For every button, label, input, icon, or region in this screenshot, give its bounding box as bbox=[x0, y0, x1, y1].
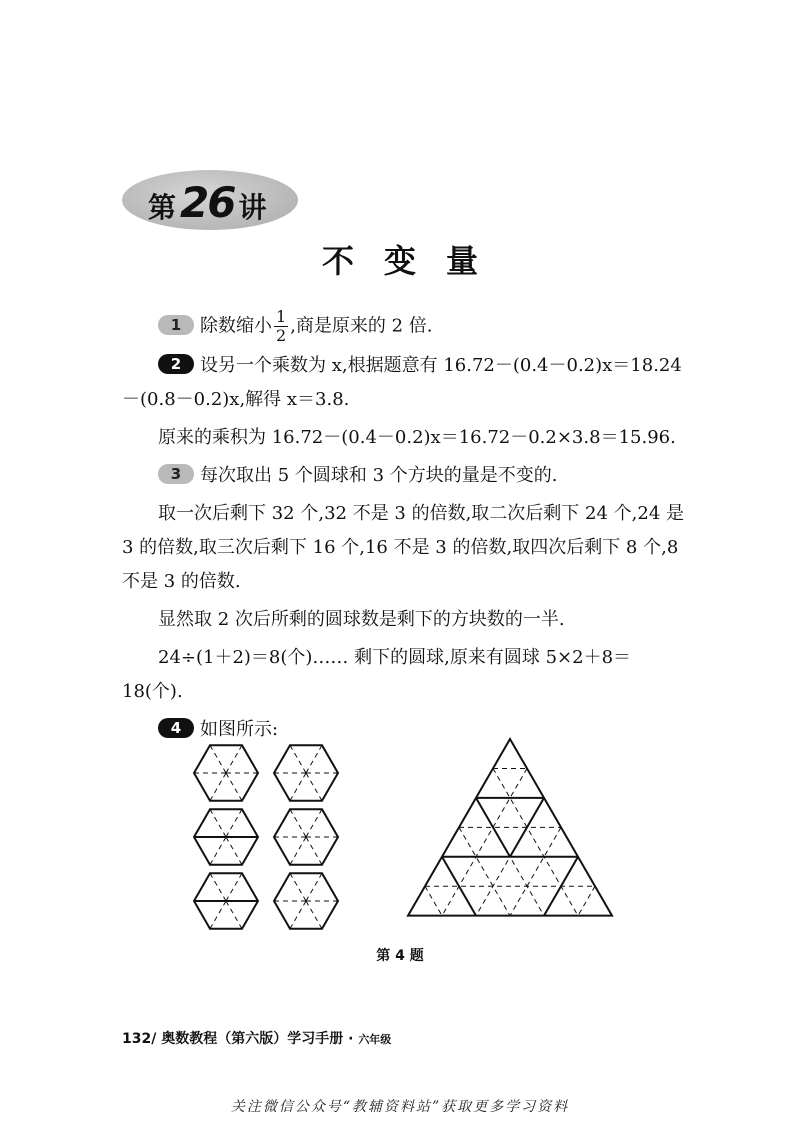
hexagon-cut-line bbox=[290, 745, 306, 773]
chapter-prefix: 第 bbox=[148, 191, 177, 224]
chapter-badge-text bbox=[148, 178, 266, 227]
solution-1-text-b: ,商是原来的 2 倍. bbox=[290, 315, 433, 337]
hexagon-cut-line bbox=[210, 773, 226, 801]
solution-2-line-1: 设另一个乘数为 x,根据题意有 16.72－(0.4－0.2)x＝18.24－(0.8－0.2)x,解得 x＝3.8. bbox=[122, 355, 682, 410]
solution-3-para-3 bbox=[122, 603, 690, 637]
solution-3-line-2: 取一次后剩下 32 个,32 不是 3 的倍数,取二次后剩下 24 个,24 是 3 的倍数,取三次后剩下 16 个,16 不是 3 的倍数,取四次后剩下 8 个,8 不是 3 的倍数. bbox=[122, 503, 685, 592]
footer-slash: / bbox=[151, 1031, 162, 1047]
fraction-one-half bbox=[274, 308, 288, 345]
hexagon-cut-line bbox=[306, 901, 322, 929]
hexagon-cut-line bbox=[226, 873, 242, 901]
hexagon-cut-line bbox=[290, 901, 306, 929]
footer-dot: · bbox=[348, 1031, 354, 1047]
hexagon-cut-line bbox=[306, 809, 322, 837]
hexagon-cut-line bbox=[306, 837, 322, 865]
watermark: 关注微信公众号“教辅资料站”获取更多学习资料 bbox=[230, 1099, 570, 1115]
solution-3-line-1: 每次取出 5 个圆球和 3 个方块的量是不变的. bbox=[200, 465, 558, 486]
triangle-grid-line bbox=[510, 827, 561, 915]
solution-2-line-2: 原来的乘积为 16.72－(0.4－0.2)x＝16.72－0.2×3.8＝15.96. bbox=[158, 427, 676, 448]
hexagon-cut-line bbox=[306, 773, 322, 801]
figure-hexagons-triangle bbox=[180, 735, 620, 935]
solution-4-line-1: 如图所示: bbox=[200, 719, 279, 740]
chapter-number: 26 bbox=[180, 178, 235, 227]
triangle-grid-line bbox=[493, 768, 578, 915]
page-number: 132 bbox=[122, 1031, 152, 1047]
chapter-badge bbox=[122, 170, 298, 230]
triangle-grid-line bbox=[459, 827, 510, 915]
solution-3-line-4: 24÷(1＋2)＝8(个)…… 剩下的圆球,原来有圆球 5×2＋8＝18(个). bbox=[122, 647, 632, 702]
fraction-numerator: 1 bbox=[276, 307, 287, 326]
problem-number-3: 3 bbox=[158, 464, 194, 484]
hexagon-cut-line bbox=[290, 873, 306, 901]
problem-number-2: 2 bbox=[158, 354, 194, 374]
solution-2 bbox=[122, 349, 690, 417]
hexagon-cut-line bbox=[226, 837, 242, 865]
figure-caption: 第 4 题 bbox=[376, 948, 424, 964]
hexagon-cut-line bbox=[210, 873, 226, 901]
page-footer bbox=[122, 1028, 391, 1048]
hexagon-cut-line bbox=[306, 873, 322, 901]
solution-2-continued bbox=[122, 421, 690, 455]
grade-level: 六年级 bbox=[358, 1033, 392, 1046]
hexagon-cut-line bbox=[290, 809, 306, 837]
hexagon-cut-line bbox=[290, 837, 306, 865]
hexagon-cut-line bbox=[210, 837, 226, 865]
large-triangle bbox=[408, 739, 612, 916]
triangle-grid-line bbox=[425, 886, 442, 915]
chapter-suffix: 讲 bbox=[238, 191, 267, 224]
book-title: 奥数教程（第六版）学习手册 bbox=[161, 1031, 344, 1047]
solution-3-para-4 bbox=[122, 641, 690, 709]
hexagon-cut-line bbox=[226, 901, 242, 929]
hexagon-cut-line bbox=[290, 773, 306, 801]
triangle-grid-line bbox=[578, 886, 595, 915]
hexagon-cut-line bbox=[210, 901, 226, 929]
hexagon-cut-line bbox=[226, 745, 242, 773]
solutions bbox=[122, 308, 690, 751]
hexagon-cut-line bbox=[306, 745, 322, 773]
fraction-denominator: 2 bbox=[276, 326, 287, 345]
hexagon-cut-line bbox=[210, 809, 226, 837]
solution-1-text-a: 除数缩小 bbox=[200, 315, 272, 337]
hexagon-cut-line bbox=[226, 773, 242, 801]
triangle-grid-line bbox=[442, 768, 527, 915]
solution-1 bbox=[122, 308, 690, 345]
page-title: 不变量 bbox=[321, 242, 508, 280]
hexagon-cut-line bbox=[226, 809, 242, 837]
problem-number-1: 1 bbox=[158, 315, 194, 335]
hexagon-cut-line bbox=[210, 745, 226, 773]
problem-number-4: 4 bbox=[158, 718, 194, 738]
solution-3 bbox=[122, 459, 690, 493]
solution-3-para-2 bbox=[122, 497, 690, 599]
solution-3-line-3: 显然取 2 次后所剩的圆球数是剩下的方块数的一半. bbox=[158, 609, 565, 630]
